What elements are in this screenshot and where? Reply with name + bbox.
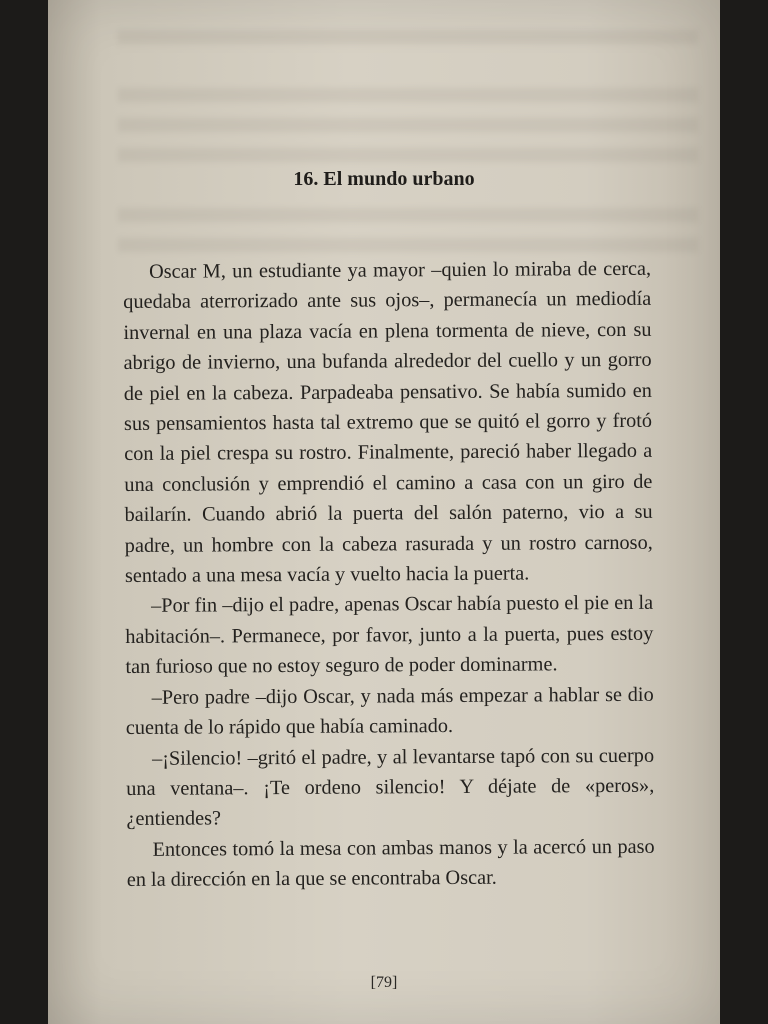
paragraph: –¡Silencio! –gritó el padre, y al levantarse tapó con su cuerpo una ventana–. ¡Te ordeno silencio! Y déjate de «peros», ¿entiendes?	[126, 744, 655, 831]
show-through-line	[118, 118, 698, 132]
paragraph: Oscar M, un estudiante ya mayor –quien lo miraba de cerca, quedaba aterrorizado ante sus ojos–, permanecía un mediodía invernal en una plaza vacía en plena tormenta de nieve, con su abrigo de invierno, una bufanda alrededor del cuello y un gorro de piel en la cabeza. Parpadeaba pensativo. Se había sumido en sus pensamientos hasta tal extremo que se quitó el gorro y frotó con la piel crespa su rostro. Finalmente, pareció haber llegado a una conclusión y emprendió el camino a casa con un giro de bailarín. Cuando abrió la puerta del salón paterno, vio a su padre, un hombre con la cabeza rasurada y un rostro carnoso, sentado a una mesa vacía y vuelto hacia la puerta.	[123, 257, 653, 588]
show-through-line	[118, 88, 698, 102]
paragraph: –Pero padre –dijo Oscar, y nada más empezar a hablar se dio cuenta de lo rápido que había caminado.	[125, 683, 654, 740]
paragraph: –Por fin –dijo el padre, apenas Oscar había puesto el pie en la habitación–. Permanece, por favor, junto a la puerta, pues estoy tan furioso que no estoy seguro de poder dominarme.	[125, 592, 654, 679]
show-through-line	[118, 238, 698, 252]
paragraph: Entonces tomó la mesa con ambas manos y la acercó un paso en la dirección en la que se encontraba Oscar.	[126, 835, 655, 892]
book-page	[48, 0, 720, 1024]
page-number: [79]	[370, 974, 398, 991]
show-through-line	[118, 208, 698, 222]
show-through-line	[118, 148, 698, 162]
chapter-body	[123, 254, 655, 896]
chapter-title: 16. El mundo urbano	[293, 168, 475, 190]
show-through-line	[118, 30, 698, 44]
